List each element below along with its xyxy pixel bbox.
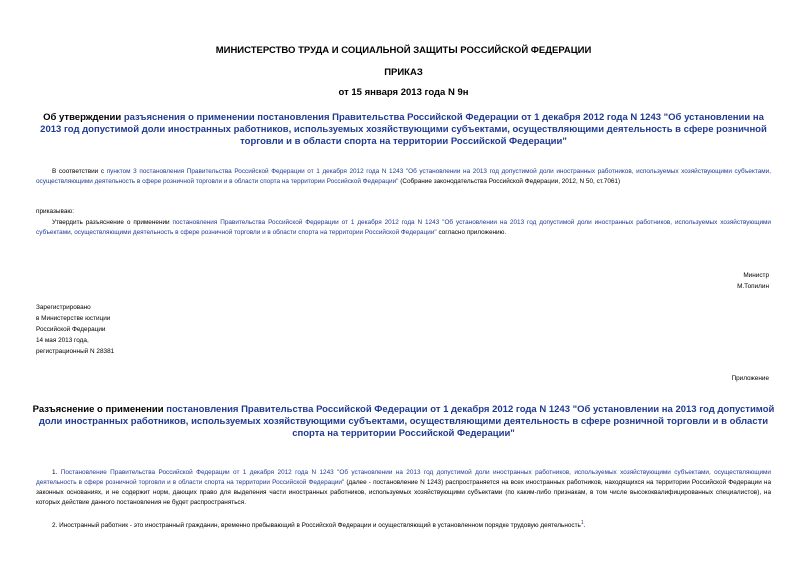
clause-1 bbox=[36, 468, 771, 508]
approve-prefix: Утвердить разъяснение о применении bbox=[52, 219, 173, 226]
clause-1-number: 1. bbox=[52, 469, 61, 476]
registration-line-2: в Министерстве юстиции bbox=[36, 315, 111, 322]
preamble-suffix: (Собрание законодательства Российской Федерации, 2012, N 50, ст.7061) bbox=[398, 178, 621, 185]
ministry-heading: МИНИСТЕРСТВО ТРУДА И СОЦИАЛЬНОЙ ЗАЩИТЫ РОССИЙСКОЙ ФЕДЕРАЦИИ bbox=[215, 45, 592, 56]
signature-block bbox=[737, 270, 769, 292]
registration-block bbox=[36, 302, 114, 357]
order-title bbox=[32, 112, 775, 148]
clause-2 bbox=[36, 518, 771, 531]
clause-1-suffix: (далее - постановление N 1243) распространяется на всех иностранных работников, находящихся на территории Российской Федерации на законных основаниях, и не содержит норм, дающих право для выделения части иностранных работников, используемых хозяйствующими субъектами (по каким-либо признакам, в том числе высококвалифицированных специалистов), на которых действие данного постановления не будет распространяться. bbox=[36, 479, 772, 506]
appendix-title-prefix: Разъяснение о применении bbox=[32, 404, 167, 415]
appendix-title-link[interactable]: постановления Правительства Российской Федерации от 1 декабря 2012 года N 1243 "Об установлении на 2013 год допустимой доли иностранных работников, используемых хозяйствующими субъектами, осуществляющими деятельность в сфере розничной торговли и в области спорта на территории Российской Федерации" bbox=[38, 404, 775, 439]
signature-name: М.Топилин bbox=[737, 283, 769, 290]
ordered-word: приказываю: bbox=[36, 208, 74, 215]
order-title-prefix: Об утверждении bbox=[43, 112, 124, 123]
clause-2-end: . bbox=[583, 522, 586, 530]
appendix-label: Приложение bbox=[731, 375, 769, 382]
order-type-heading: ПРИКАЗ bbox=[384, 67, 423, 78]
approve-paragraph bbox=[36, 218, 771, 238]
clause-2-text: 2. Иностранный работник - это иностранный гражданин, временно пребывающий в Российской Федерации и осуществляющий в установленном порядке трудовую деятельность bbox=[52, 522, 581, 530]
preamble-paragraph bbox=[36, 167, 771, 187]
registration-line-3: Российской Федерации bbox=[36, 326, 106, 333]
registration-line-5: регистрационный N 28381 bbox=[36, 348, 115, 355]
appendix-title bbox=[32, 404, 775, 440]
order-date-heading: от 15 января 2013 года N 9н bbox=[338, 87, 469, 98]
approve-link[interactable]: постановления Правительства Российской Федерации от 1 декабря 2012 года N 1243 "Об установлении на 2013 год допустимой доли иностранных работников, используемых хозяйствующими субъектами, осуществляющими деятельность в сфере розничной торговли и в области спорта на территории Российской Федерации" bbox=[36, 219, 772, 236]
registration-line-4: 14 мая 2013 года, bbox=[36, 337, 89, 344]
order-title-link[interactable]: разъяснения о применении постановления Правительства Российской Федерации от 1 декабря 2012 года N 1243 "Об установлении на 2013 год допустимой доли иностранных работников, используемых хозяйствующими субъектами, осуществляющими деятельность в сфере розничной торговли и в области спорта на территории Российской Федерации" bbox=[40, 112, 767, 147]
preamble-prefix: В соответствии с bbox=[52, 168, 107, 175]
footnote-marker-1[interactable]: 1 bbox=[580, 520, 584, 526]
registration-line-1: Зарегистрировано bbox=[36, 304, 91, 311]
approve-suffix: согласно приложению. bbox=[436, 229, 507, 236]
preamble-link[interactable]: пунктом 3 постановления Правительства Российской Федерации от 1 декабря 2012 года N 1243 "Об установлении на 2013 год допустимой доли иностранных работников, используемых хозяйствующими субъектами, осуществляющими деятельность в сфере розничной торговли и в области спорта на территории Российской Федерации" bbox=[36, 168, 771, 185]
signature-position: Министр bbox=[743, 272, 769, 279]
clause-1-link[interactable]: Постановление Правительства Российской Федерации от 1 декабря 2012 года N 1243 "Об установлении на 2013 год допустимой доли иностранных работников, используемых хозяйствующими субъектами, осуществляющими деятельность в сфере розничной торговли и в области спорта на территории Российской Федерации" bbox=[36, 469, 771, 486]
